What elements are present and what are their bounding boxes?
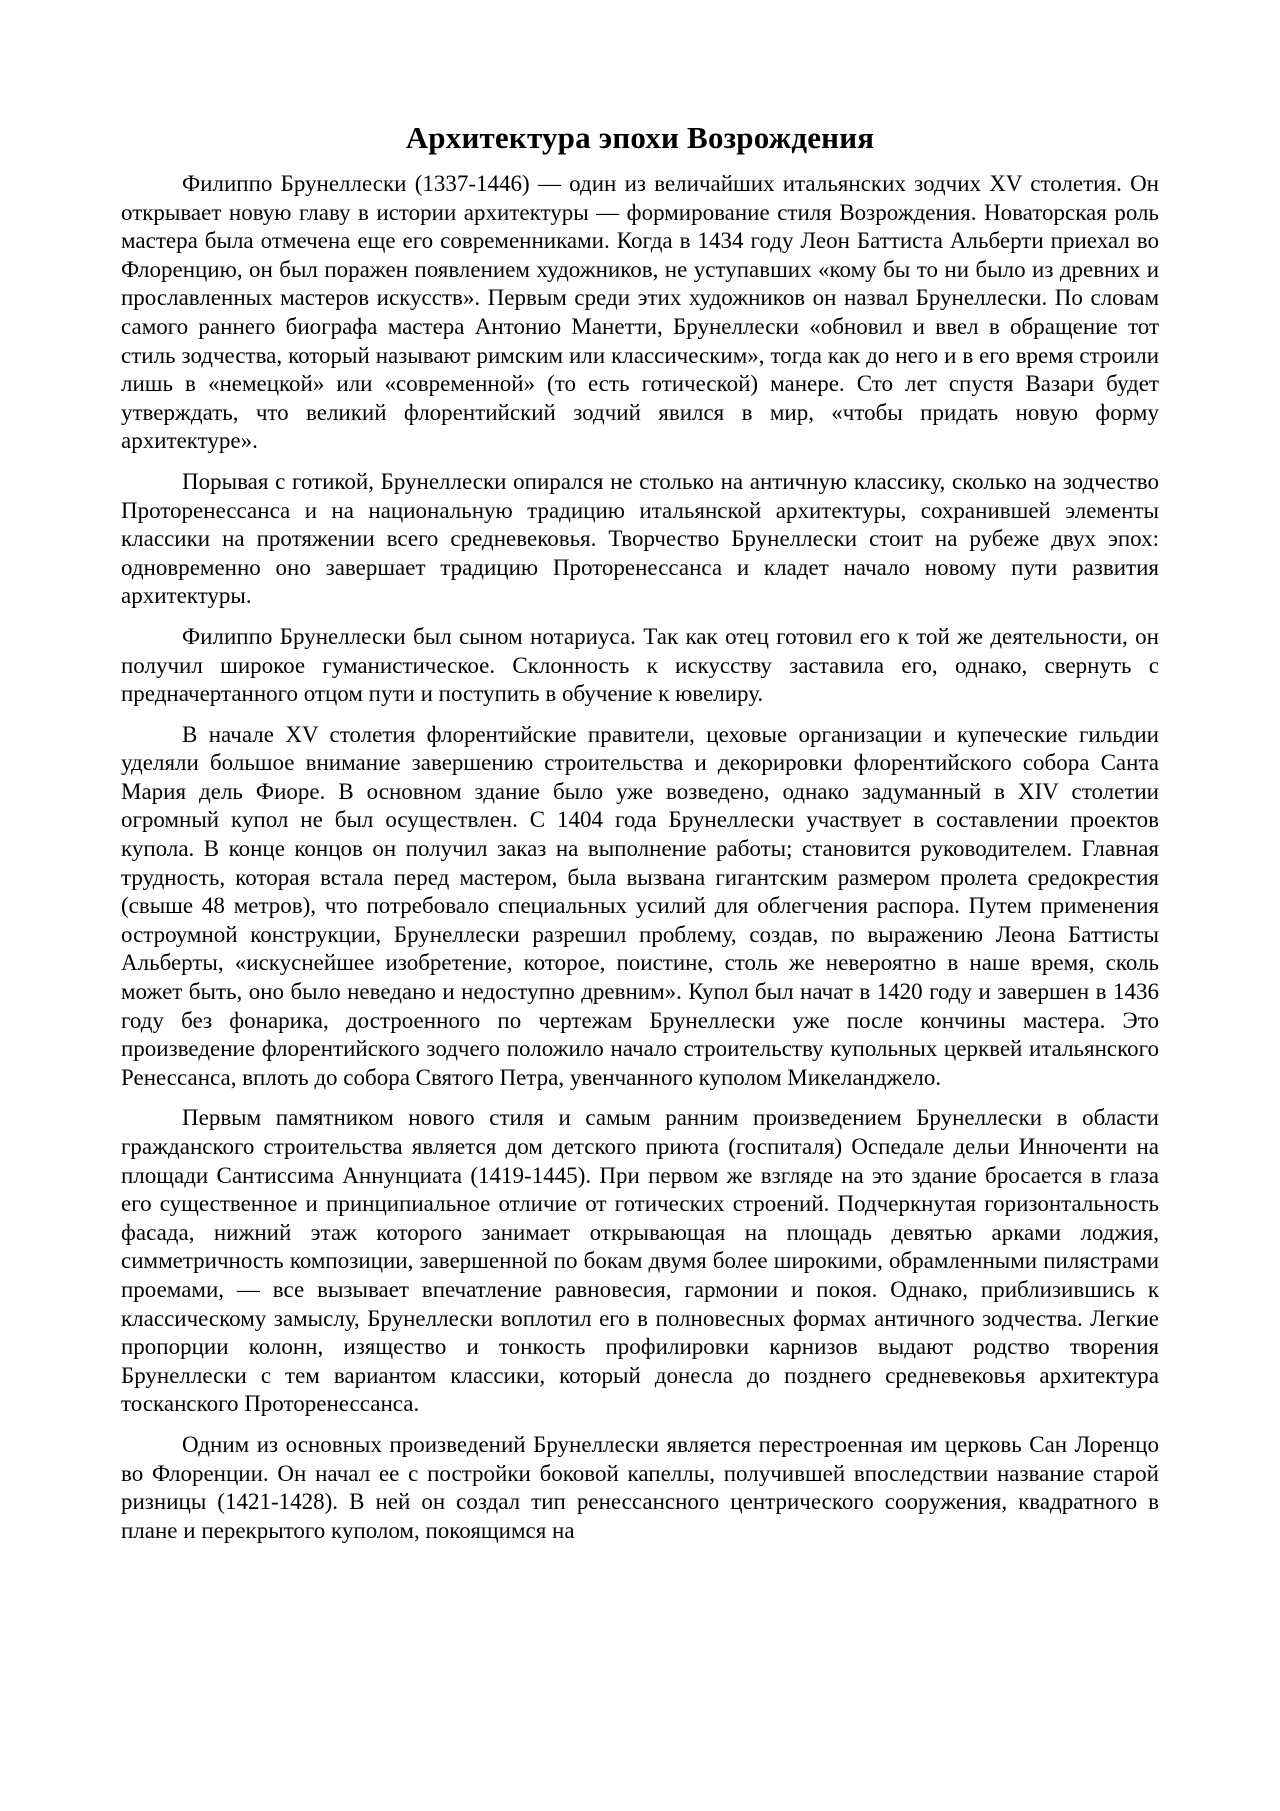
paragraph-6: Одним из основных произведений Брунеллески является перестроенная им церковь Сан Лоренцо во Флоренции. Он начал ее с постройки боковой капеллы, получившей впоследствии название старой ризницы (1421-1428). В ней он создал тип ренессансного центрического сооружения, квадратного в плане и перекрытого куполом, покоящимся на bbox=[121, 1431, 1159, 1543]
document-body bbox=[121, 118, 1159, 1557]
document-title: Архитектура эпохи Возрождения bbox=[405, 120, 875, 155]
paragraph-2: Порывая с готикой, Брунеллески опирался не столько на античную классику, сколько на зодчество Проторенессанса и на национальную традицию итальянской архитектуры, сохранившей элементы классики на протяжении всего средневековья. Творчество Брунеллески стоит на рубеже двух эпох: одновременно оно завершает традицию Проторенессанса и кладет начало новому пути развития архитектуры. bbox=[121, 468, 1159, 609]
paragraph-1: Филиппо Брунеллески (1337-1446) — один из величайших итальянских зодчих XV столетия. Он открывает новую главу в истории архитектуры — формирование стиля Возрождения. Новаторская роль мастера была отмечена еще его современниками. Когда в 1434 году Леон Баттиста Альберти приехал во Флоренцию, он был поражен появлением художников, не уступавших «кому бы то ни было из древних и прославленных мастеров искусств». Первым среди этих художников он назвал Брунеллески. По словам самого раннего биографа мастера Антонио Манетти, Брунеллески «обновил и ввел в обращение тот стиль зодчества, который называют римским или классическим», тогда как до него и в его время строили лишь в «немецкой» или «современной» (то есть готической) манере. Сто лет спустя Вазари будет утверждать, что великий флорентийский зодчий явился в мир, «чтобы придать новую форму архитектуре». bbox=[121, 171, 1159, 454]
paragraph-4: В начале XV столетия флорентийские правители, цеховые организации и купеческие гильдии уделяли большое внимание завершению строительства и декорировки флорентийского собора Санта Мария дель Фиоре. В основном здание было уже возведено, однако задуманный в XIV столетии огромный купол не был осуществлен. С 1404 года Брунеллески участвует в составлении проектов купола. В конце концов он получил заказ на выполнение работы; становится руководителем. Главная трудность, которая встала перед мастером, была вызвана гигантским размером пролета средокрестия (свыше 48 метров), что потребовало специальных усилий для облегчения распора. Путем применения остроумной конструкции, Брунеллески разрешил проблему, создав, по выражению Леона Баттисты Альберты, «искуснейшее изобретение, которое, поистине, столь же невероятно в наше время, сколь может быть, оно было неведано и недоступно древним». Купол был начат в 1420 году и завершен в 1436 году без фонарика, достроенного по чертежам Брунеллески уже после кончины мастера. Это произведение флорентийского зодчего положило начало строительству купольных церквей итальянского Ренессанса, вплоть до собора Святого Петра, увенчанного куполом Микеланджело. bbox=[121, 721, 1159, 1090]
paragraph-3: Филиппо Брунеллески был сыном нотариуса. Так как отец готовил его к той же деятельности, он получил широкое гуманистическое. Склонность к искусству заставила его, однако, свернуть с предначертанного отцом пути и поступить в обучение к ювелиру. bbox=[121, 623, 1159, 707]
paragraph-5: Первым памятником нового стиля и самым ранним произведением Брунеллески в области гражданского строительства является дом детского приюта (госпиталя) Оспедале дельи Инноченти на площади Сантиссима Аннунциата (1419-1445). При первом же взгляде на это здание бросается в глаза его существенное и принципиальное отличие от готических строений. Подчеркнутая горизонтальность фасада, нижний этаж которого занимает открывающая на площадь девятью арками лоджия, симметричность композиции, завершенной по бокам двумя более широкими, обрамленными пилястрами проемами, — все вызывает впечатление равновесия, гармонии и покоя. Однако, приблизившись к классическому замыслу, Брунеллески воплотил его в полновесных формах античного зодчества. Легкие пропорции колонн, изящество и тонкость профилировки карнизов выдают родство творения Брунеллески с тем вариантом классики, который донесла до позднего средневековья архитектура тосканского Проторенессанса. bbox=[121, 1105, 1159, 1417]
